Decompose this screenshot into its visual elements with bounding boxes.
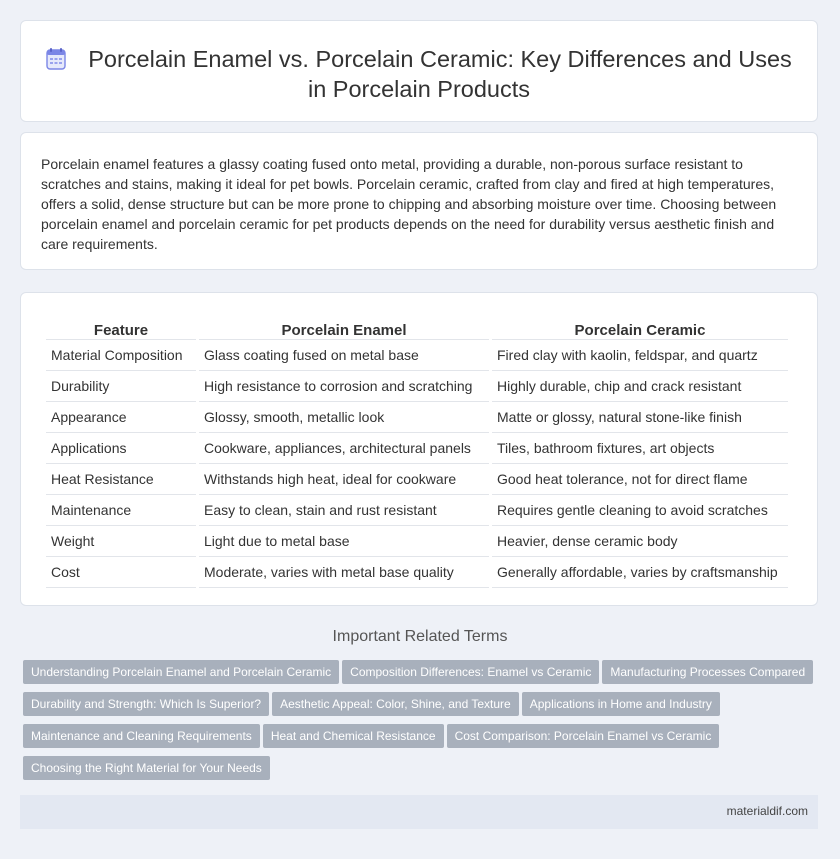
comparison-table [43,315,791,588]
header-porcelain-ceramic: Porcelain Ceramic [492,315,788,340]
intro-paragraph: Porcelain enamel features a glassy coating fused onto metal, providing a durable, non-porous surface resistant to scratches and stains, making it ideal for pet bowls. Porcelain ceramic, crafted from clay and fired at high temperatures, offers a solid, dense structure but can be more prone to chipping and absorbing moisture over time. Choosing between porcelain enamel and porcelain ceramic for pet products depends on the need for durability versus aesthetic finish and care requirements. [41,156,777,252]
comparison-card [20,292,818,606]
enamel-cell: Moderate, varies with metal base quality [199,557,489,588]
related-term-tag[interactable]: Applications in Home and Industry [522,692,720,716]
feature-cell: Maintenance [46,495,196,526]
intro-card [20,132,818,270]
feature-cell: Durability [46,371,196,402]
related-term-tag[interactable]: Maintenance and Cleaning Requirements [23,724,260,748]
title-wrap [21,44,817,104]
ceramic-cell: Requires gentle cleaning to avoid scratches [492,495,788,526]
enamel-cell: High resistance to corrosion and scratching [199,371,489,402]
table-row [46,340,788,371]
page-title-text: Porcelain Enamel vs. Porcelain Ceramic: Key Differences and Uses in Porcelain Products [88,46,792,102]
feature-cell: Cost [46,557,196,588]
ceramic-cell: Heavier, dense ceramic body [492,526,788,557]
table-row [46,464,788,495]
page-title [41,44,797,104]
ceramic-cell: Tiles, bathroom fixtures, art objects [492,433,788,464]
related-term-tag[interactable]: Heat and Chemical Resistance [263,724,444,748]
feature-cell: Weight [46,526,196,557]
related-term-tag[interactable]: Choosing the Right Material for Your Needs [23,756,270,780]
footer-site-link[interactable]: materialdif.com [726,804,808,818]
table-row [46,495,788,526]
feature-cell: Material Composition [46,340,196,371]
document-icon [46,47,66,69]
related-term-tag[interactable]: Composition Differences: Enamel vs Ceramic [342,660,599,684]
footer [20,795,818,829]
table-row [46,371,788,402]
header-porcelain-enamel: Porcelain Enamel [199,315,489,340]
ceramic-cell: Matte or glossy, natural stone-like finish [492,402,788,433]
ceramic-cell: Good heat tolerance, not for direct flame [492,464,788,495]
related-term-tag[interactable]: Manufacturing Processes Compared [602,660,813,684]
related-term-tag[interactable]: Aesthetic Appeal: Color, Shine, and Texture [272,692,519,716]
table-header-row [46,315,788,340]
related-term-tag[interactable]: Cost Comparison: Porcelain Enamel vs Ceramic [447,724,720,748]
table-row [46,402,788,433]
enamel-cell: Withstands high heat, ideal for cookware [199,464,489,495]
table-row [46,557,788,588]
ceramic-cell: Generally affordable, varies by craftsmanship [492,557,788,588]
enamel-cell: Glass coating fused on metal base [199,340,489,371]
related-terms-list [23,660,823,788]
related-term-tag[interactable]: Durability and Strength: Which Is Superior? [23,692,269,716]
enamel-cell: Easy to clean, stain and rust resistant [199,495,489,526]
ceramic-cell: Highly durable, chip and crack resistant [492,371,788,402]
feature-cell: Appearance [46,402,196,433]
title-card [20,20,818,122]
header-feature: Feature [46,315,196,340]
ceramic-cell: Fired clay with kaolin, feldspar, and quartz [492,340,788,371]
table-row [46,526,788,557]
table-row [46,433,788,464]
enamel-cell: Glossy, smooth, metallic look [199,402,489,433]
enamel-cell: Light due to metal base [199,526,489,557]
feature-cell: Heat Resistance [46,464,196,495]
enamel-cell: Cookware, appliances, architectural panels [199,433,489,464]
feature-cell: Applications [46,433,196,464]
related-terms-heading: Important Related Terms [332,628,508,645]
related-term-tag[interactable]: Understanding Porcelain Enamel and Porcelain Ceramic [23,660,339,684]
